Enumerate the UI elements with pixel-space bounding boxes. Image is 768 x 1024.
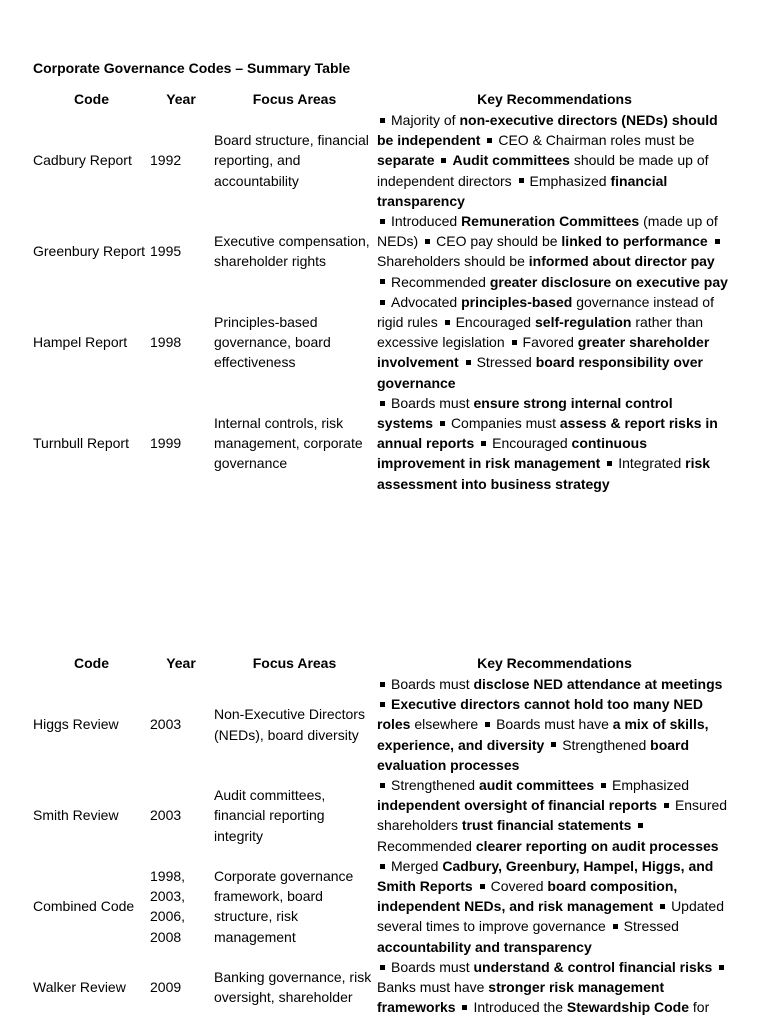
- bullet-square-icon: [380, 702, 385, 707]
- recommendation-item: [377, 959, 712, 975]
- recommendation-text: Remuneration Committees: [461, 213, 640, 230]
- recommendation-text: Audit committees: [452, 152, 570, 169]
- year-cell: [150, 292, 212, 393]
- code-cell: Cadbury Report: [33, 152, 132, 169]
- recommendations-cell: [377, 292, 732, 393]
- table-row: [33, 775, 732, 856]
- year-cell: [150, 775, 212, 856]
- recommendation-text: informed about director pay: [528, 253, 715, 270]
- code-cell: Walker Review: [33, 979, 126, 996]
- header-focus: Focus Areas: [252, 654, 337, 671]
- recommendation-text: trust financial statements: [461, 817, 632, 834]
- table-row: [33, 292, 732, 393]
- bullet-square-icon: [481, 441, 486, 446]
- recommendation-item: [377, 777, 594, 793]
- recommendation-text: Recommended: [377, 837, 476, 854]
- year-value: 1998: [150, 334, 182, 351]
- recommendation-text: accountability and transparency: [377, 938, 592, 955]
- recommendation-text: risk assessment into business strategy: [377, 455, 711, 492]
- header-focus: Focus Areas: [252, 90, 337, 107]
- code-cell: Hampel Report: [33, 334, 128, 351]
- year-cell: [150, 393, 212, 494]
- recommendation-text: linked to performance: [561, 233, 708, 250]
- recommendation-text: ensure strong internal control systems: [377, 394, 673, 432]
- summary-table-2: [33, 652, 732, 1017]
- bullet-square-icon: [607, 461, 612, 466]
- recommendation-text: CEO & Chairman roles must be: [498, 132, 695, 149]
- year-cell: [150, 957, 212, 1018]
- year-value: 2009: [150, 979, 182, 996]
- bullet-square-icon: [380, 965, 385, 970]
- recommendations-cell: [377, 856, 732, 957]
- recommendation-text: continuous improvement in risk management: [377, 435, 647, 472]
- bullet-square-icon: [440, 421, 445, 426]
- page-title: Corporate Governance Codes – Summary Table: [33, 60, 351, 76]
- bullet-square-icon: [715, 239, 720, 244]
- bullet-square-icon: [466, 360, 471, 365]
- year-value: 1992: [150, 152, 182, 169]
- table-header-row: [33, 652, 732, 674]
- recommendation-text: Stressed: [476, 354, 536, 371]
- bullet-square-icon: [487, 138, 492, 143]
- recommendation-text: Introduced: [391, 213, 462, 230]
- year-value: 2003: [150, 716, 182, 733]
- recommendation-text: non-executive directors (NEDs) should be independent: [377, 112, 718, 149]
- bullet-square-icon: [638, 823, 643, 828]
- recommendation-text: board composition, independent NEDs, and risk management: [377, 878, 678, 915]
- bullet-square-icon: [380, 279, 385, 284]
- recommendation-text: financial transparency: [377, 172, 668, 209]
- year-value: 2003,: [150, 888, 186, 905]
- bullet-square-icon: [519, 178, 524, 183]
- bullet-square-icon: [380, 300, 385, 305]
- recommendations-cell: [377, 211, 732, 292]
- recommendation-text: principles-based: [461, 293, 573, 310]
- recommendation-text: understand & control financial risks: [473, 958, 713, 975]
- table-row: [33, 856, 732, 957]
- bullet-square-icon: [380, 219, 385, 224]
- bullet-square-icon: [664, 803, 669, 808]
- bullet-square-icon: [380, 682, 385, 687]
- recommendation-text: Boards must: [391, 958, 474, 975]
- recommendation-text: governance instead of rigid rules: [377, 293, 714, 331]
- focus-areas-cell: Board structure, financial reporting, and accountability: [214, 132, 369, 189]
- code-cell: Higgs Review: [33, 716, 119, 733]
- bullet-square-icon: [445, 320, 450, 325]
- recommendation-text: Ensured shareholders: [377, 797, 728, 834]
- recommendation-text: Executive directors cannot hold too many NED roles: [377, 696, 703, 733]
- recommendation-text: Emphasized: [529, 172, 611, 189]
- recommendation-item: [377, 274, 728, 290]
- header-code: Code: [74, 654, 109, 671]
- table-body: [33, 110, 732, 494]
- code-cell: Combined Code: [33, 898, 135, 915]
- recommendation-text: Strengthened: [562, 736, 651, 753]
- year-cell: [150, 211, 212, 292]
- recommendation-text: board evaluation processes: [377, 736, 690, 773]
- year-value: 1998,: [150, 867, 186, 884]
- header-recs: Key Recommendations: [477, 90, 632, 107]
- recommendation-text: (made up of NEDs): [377, 213, 718, 250]
- table-header-row: [33, 88, 732, 110]
- year-value: 2008: [150, 928, 182, 945]
- bullet-square-icon: [719, 965, 724, 970]
- recommendation-text: greater shareholder involvement: [377, 334, 710, 371]
- recommendation-text: Covered: [490, 878, 548, 895]
- bullet-square-icon: [462, 1005, 467, 1010]
- header-year: Year: [166, 654, 196, 671]
- recommendation-text: rather than excessive legislation: [377, 314, 704, 351]
- header-year: Year: [166, 90, 196, 107]
- bullet-square-icon: [380, 401, 385, 406]
- recommendation-text: Cadbury, Greenbury, Hampel, Higgs, and Smith Reports: [377, 857, 714, 895]
- recommendation-text: self-regulation: [535, 314, 632, 331]
- code-cell: Turnbull Report: [33, 435, 129, 452]
- recommendation-text: Updated several times to improve governance: [377, 898, 724, 935]
- recommendation-text: audit committees: [478, 777, 595, 794]
- focus-areas-cell: Corporate governance framework, board structure, risk management: [214, 867, 354, 945]
- focus-areas-cell: Non-Executive Directors (NEDs), board diversity: [214, 706, 365, 743]
- table-row: [33, 674, 732, 775]
- bullet-square-icon: [480, 884, 485, 889]
- recommendation-text: Boards must: [391, 676, 474, 692]
- recommendation-text: board responsibility over governance: [377, 354, 703, 391]
- recommendation-text: Integrated: [618, 455, 686, 472]
- recommendation-text: Introduced the: [473, 999, 567, 1016]
- year-value: 2003: [150, 807, 182, 824]
- bullet-square-icon: [512, 340, 517, 345]
- recommendation-text: Recommended: [391, 273, 490, 290]
- recommendation-text: Encouraged: [455, 314, 535, 331]
- year-value: 1999: [150, 435, 182, 452]
- bullet-square-icon: [380, 783, 385, 788]
- recommendation-text: Banks must have: [377, 979, 489, 996]
- recommendation-text: Encouraged: [492, 435, 572, 452]
- recommendation-text: stronger risk management frameworks: [377, 979, 665, 1016]
- bullet-square-icon: [441, 158, 446, 163]
- table-row: [33, 110, 732, 211]
- focus-areas-cell: Banking governance, risk oversight, shareholder: [214, 968, 372, 1006]
- recommendation-text: elsewhere: [410, 716, 479, 733]
- table-row: [33, 211, 732, 292]
- recommendation-text: greater disclosure on executive pay: [489, 273, 728, 290]
- recommendation-item: [422, 233, 708, 249]
- header-code: Code: [74, 90, 109, 107]
- recommendation-text: clearer reporting on audit processes: [475, 837, 719, 854]
- code-cell: Greenbury Report: [33, 243, 146, 260]
- year-value: 2006,: [150, 908, 186, 925]
- recommendation-text: assess & report risks in annual reports: [377, 415, 718, 452]
- recommendation-text: Advocated: [391, 293, 462, 310]
- recommendation-text: separate: [377, 152, 435, 169]
- bullet-square-icon: [601, 783, 606, 788]
- bullet-square-icon: [613, 924, 618, 929]
- recommendation-text: CEO pay should be: [436, 233, 562, 250]
- bullet-square-icon: [380, 864, 385, 869]
- focus-areas-cell: Internal controls, risk management, corporate governance: [214, 415, 363, 472]
- recommendation-text: Merged: [391, 857, 443, 874]
- recommendation-text: Companies must: [450, 415, 560, 432]
- recommendation-text: Stewardship Code: [566, 999, 690, 1016]
- summary-table-1: [33, 88, 732, 494]
- recommendation-text: Boards must: [391, 394, 474, 411]
- year-cell: [150, 674, 212, 775]
- recommendation-text: a mix of skills, experience, and diversity: [377, 716, 709, 753]
- bullet-square-icon: [380, 118, 385, 123]
- focus-areas-cell: Audit committees, financial reporting integrity: [214, 787, 326, 844]
- recommendation-text: Boards must have: [496, 716, 613, 733]
- focus-areas-cell: Principles-based governance, board effectiveness: [214, 314, 331, 371]
- year-value: 1995: [150, 243, 182, 260]
- bullet-square-icon: [551, 742, 556, 747]
- recommendation-text: Stressed: [623, 918, 679, 935]
- recommendation-text: Emphasized: [612, 777, 690, 794]
- recommendation-item: [459, 999, 709, 1015]
- recommendations-cell: [377, 393, 732, 494]
- bullet-square-icon: [660, 904, 665, 909]
- header-recs: Key Recommendations: [477, 654, 632, 671]
- code-cell: Smith Review: [33, 807, 119, 824]
- table-row: [33, 393, 732, 494]
- recommendation-text: disclose NED attendance at meetings: [473, 676, 723, 692]
- focus-areas-cell: Executive compensation, shareholder rights: [214, 233, 370, 270]
- recommendation-text: should be made up of independent directors: [377, 152, 709, 189]
- recommendations-cell: [377, 775, 732, 856]
- recommendation-text: Shareholders should be: [377, 253, 529, 270]
- bullet-square-icon: [485, 722, 490, 727]
- table-body: [33, 674, 732, 1017]
- bullet-square-icon: [425, 239, 430, 244]
- recommendation-text: Majority of: [391, 112, 460, 128]
- recommendations-cell: [377, 110, 732, 211]
- year-cell: [150, 856, 212, 957]
- recommendation-text: independent oversight of financial reports: [377, 797, 658, 814]
- year-cell: [150, 110, 212, 211]
- recommendation-text: Favored: [522, 334, 578, 351]
- recommendations-cell: [377, 674, 732, 775]
- recommendation-text: for: [689, 999, 710, 1016]
- recommendation-item: [377, 676, 722, 692]
- recommendations-cell: [377, 957, 732, 1018]
- recommendation-text: Strengthened: [391, 777, 479, 794]
- table-row: [33, 957, 732, 1018]
